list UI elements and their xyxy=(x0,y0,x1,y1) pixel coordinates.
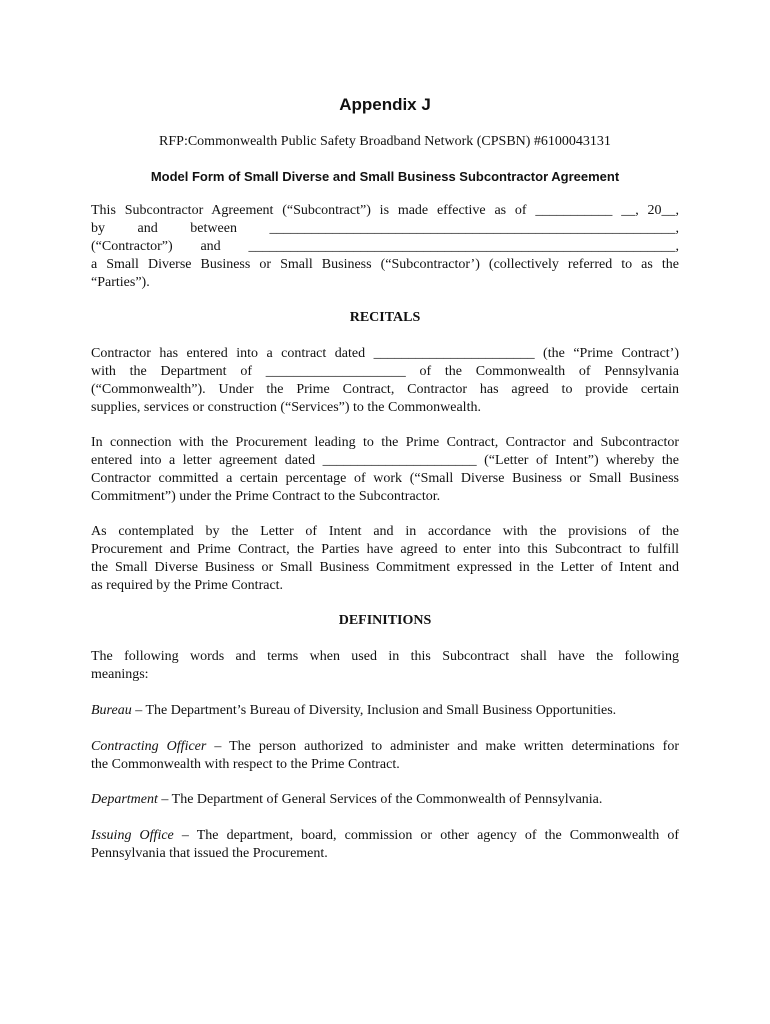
appendix-title: Appendix J xyxy=(339,95,431,114)
recital-line: Contractor has entered into a contract dated _______________________ (the “Prime Contract’) xyxy=(91,346,679,361)
definitions-intro-line: The following words and terms when used in this Subcontract shall have the following xyxy=(91,649,679,664)
intro-line: This Subcontractor Agreement (“Subcontract”) is made effective as of ___________ __, 20__, xyxy=(91,203,679,218)
definition-term: Department xyxy=(91,792,158,807)
recital-line: supplies, services or construction (“Services”) to the Commonwealth. xyxy=(91,400,481,415)
intro-line: “Parties”). xyxy=(91,275,150,290)
definition-term: Contracting Officer xyxy=(91,739,207,754)
definition-bureau xyxy=(91,702,679,720)
definition-text: – The person authorized to administer and make written determinations for xyxy=(206,739,679,754)
recital-paragraph-3 xyxy=(91,523,679,595)
recitals-heading: RECITALS xyxy=(349,310,421,325)
definition-line: the Commonwealth with respect to the Prime Contract. xyxy=(91,757,400,772)
intro-line: a Small Diverse Business or Small Business (“Subcontractor’) (collectively referred to as the xyxy=(91,257,679,272)
recital-line: (“Commonwealth”). Under the Prime Contract, Contractor has agreed to provide certain xyxy=(91,382,679,397)
recital-line: Contractor committed a certain percentage of work (“Small Diverse Business or Small Business xyxy=(91,471,679,486)
definition-line xyxy=(91,702,679,720)
intro-line: by and between __________________________________________________________, xyxy=(91,221,679,236)
rfp-line: RFP:Commonwealth Public Safety Broadband Network (CPSBN) #6100043131 xyxy=(159,134,611,149)
definitions-heading: DEFINITIONS xyxy=(338,613,432,628)
recital-paragraph-1 xyxy=(91,345,679,417)
intro-paragraph xyxy=(91,202,679,292)
definitions-intro-line: meanings: xyxy=(91,667,149,682)
recital-line: In connection with the Procurement leading to the Prime Contract, Contractor and Subcontractor xyxy=(91,435,679,450)
recital-line: Commitment”) under the Prime Contract to the Subcontractor. xyxy=(91,489,441,504)
recital-line: Procurement and Prime Contract, the Parties have agreed to enter into this Subcontract to fulfill xyxy=(91,542,679,557)
model-form-title: Model Form of Small Diverse and Small Business Subcontractor Agreement xyxy=(150,169,620,184)
definition-text: – The Department’s Bureau of Diversity, Inclusion and Small Business Opportunities. xyxy=(131,703,617,718)
recital-line: As contemplated by the Letter of Intent and in accordance with the provisions of the xyxy=(91,524,679,539)
definition-line xyxy=(91,827,679,845)
recital-line: entered into a letter agreement dated ______________________ (“Letter of Intent”) whereby the xyxy=(91,453,679,468)
recital-line: with the Department of ____________________ of the Commonwealth of Pennsylvania xyxy=(91,364,679,379)
definition-text: – The department, board, commission or other agency of the Commonwealth of xyxy=(173,828,679,843)
definition-text: – The Department of General Services of the Commonwealth of Pennsylvania. xyxy=(157,792,603,807)
definition-line xyxy=(91,738,679,756)
intro-line: (“Contractor”) and _____________________________________________________________, xyxy=(91,239,679,254)
definition-term: Issuing Office xyxy=(91,828,174,843)
definitions-intro xyxy=(91,648,679,684)
definition-term: Bureau xyxy=(91,703,132,718)
recital-line: as required by the Prime Contract. xyxy=(91,578,284,593)
definition-department xyxy=(91,791,679,809)
definition-line: Pennsylvania that issued the Procurement. xyxy=(91,846,328,861)
recital-paragraph-2 xyxy=(91,434,679,506)
definition-line xyxy=(91,791,679,809)
recital-line: the Small Diverse Business or Small Business Commitment expressed in the Letter of Intent and xyxy=(91,560,679,575)
definition-contracting-officer xyxy=(91,738,679,774)
definition-issuing-office xyxy=(91,827,679,863)
